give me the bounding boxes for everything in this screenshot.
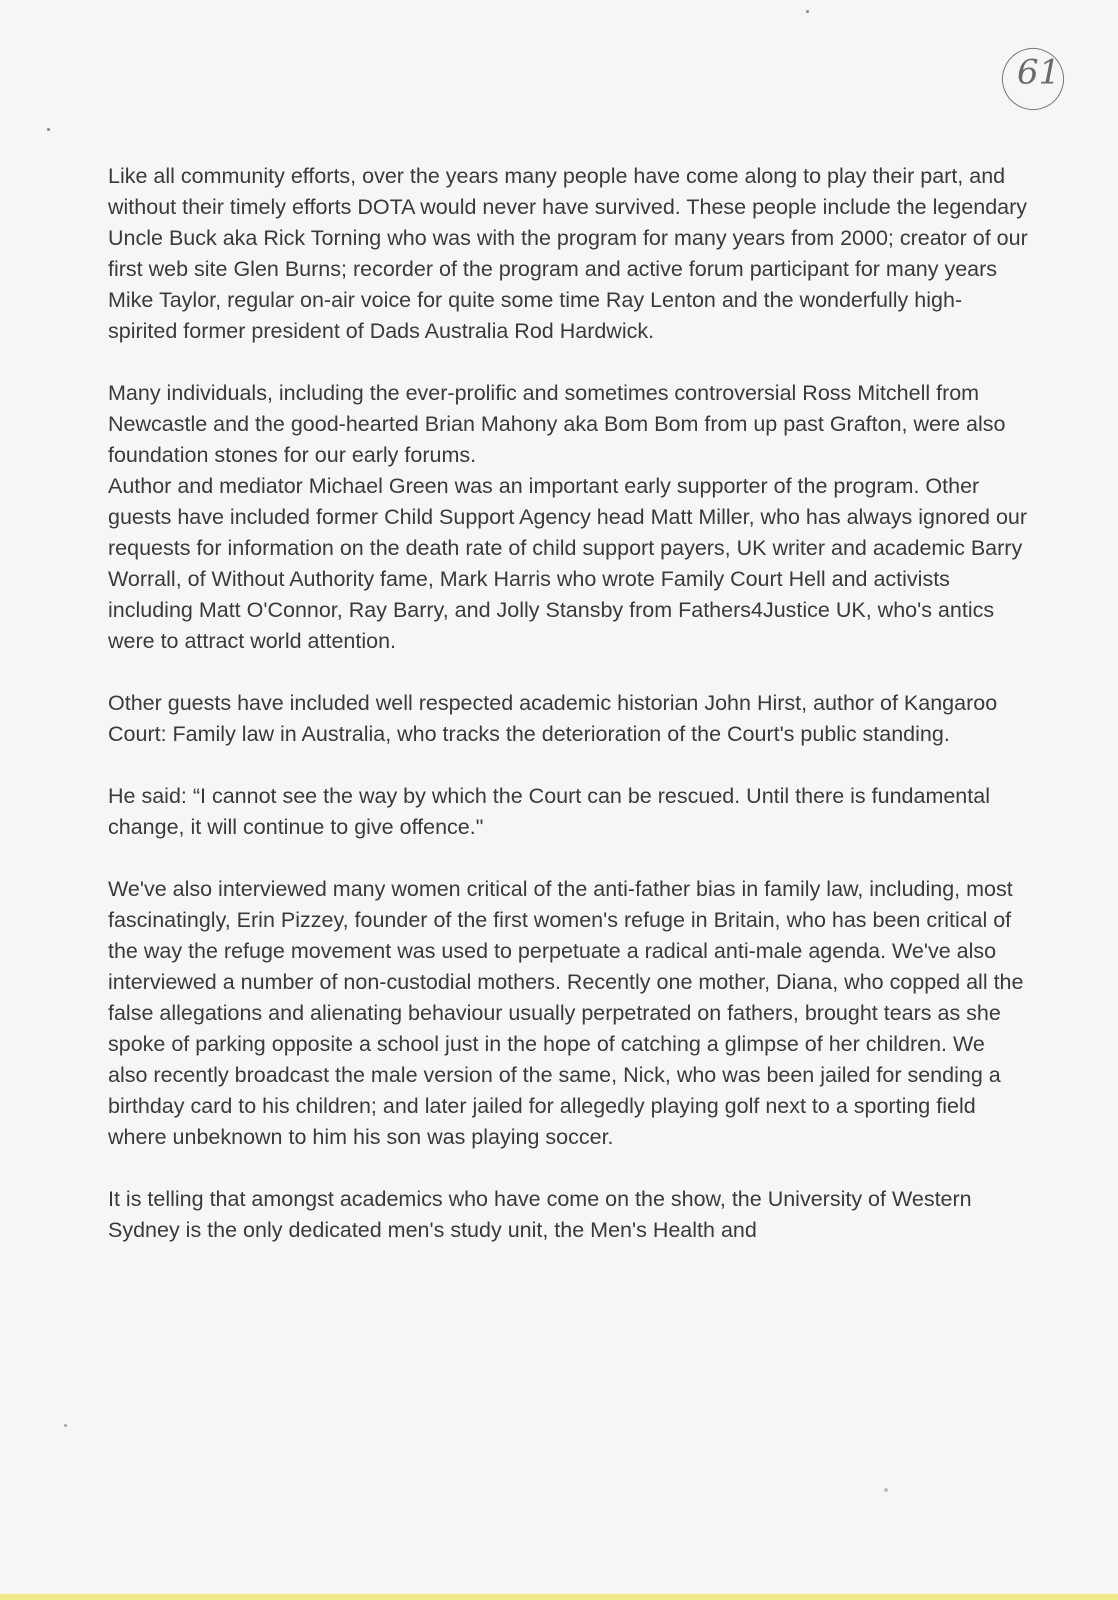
paragraph-guests: Author and mediator Michael Green was an important early supporter of the program. Other guests have included former Child Support Agency head Matt Miller, who has always ignored our requests for information on the death rate of child support payers, UK writer and academic Barry Worrall, of Without Authority fame, Mark Harris who wrote Family Court Hell and activists including Matt O'Connor, Ray Barry, and Jolly Stansby from Fathers4Justice UK, who's antics were to attract world attention. (108, 474, 1028, 653)
scan-speck (806, 10, 809, 13)
handwritten-page-number (993, 39, 1074, 120)
scan-speck (884, 1488, 888, 1492)
paragraph-women-interviews: We've also interviewed many women critical of the anti-father bias in family law, including, most fascinatingly, Erin Pizzey, founder of the first women's refuge in Britain, who has been critical of the way the refuge movement was used to perpetuate a radical anti-male agenda. We've also interviewed a number of non-custodial mothers. Recently one mother, Diana, who copped all the false allegations and alienating behaviour usually perpetrated on fathers, brought tears as she spoke of parking opposite a school just in the hope of catching a glimpse of her children. We also recently broadcast the male version of the same, Nick, who was been jailed for sending a birthday card to his children; and later jailed for allegedly playing golf next to a sporting field where unbeknown to him his son was playing soccer. (108, 877, 1024, 1149)
paragraph-forum-founders: Many individuals, including the ever-prolific and sometimes controversial Ross Mitchell from Newcastle and the good-hearted Brian Mahony aka Bom Bom from up past Grafton, were also foundation stones for our early forums. (108, 381, 1006, 467)
paragraph-academics: It is telling that amongst academics who have come on the show, the University of Western Sydney is the only dedicated men's study unit, the Men's Health and (108, 1187, 972, 1242)
paragraph-john-hirst: Other guests have included well respected academic historian John Hirst, author of Kangaroo Court: Family law in Australia, who tracks the deterioration of the Court's public standing. (108, 691, 998, 746)
scan-speck (64, 1424, 67, 1427)
page-bottom-edge (0, 1594, 1118, 1600)
paragraph-contributors: Like all community efforts, over the years many people have come along to play their part, and without their timely efforts DOTA would never have survived. These people include the legendary Uncle Buck aka Rick Torning who was with the program for many years from 2000; creator of our first web site Glen Burns; recorder of the program and active forum participant for many years Mike Taylor, regular on-air voice for quite some time Ray Lenton and the wonderfully high-spirited former president of Dads Australia Rod Hardwick. (108, 164, 1028, 343)
page-number-text: 61 (1016, 52, 1061, 93)
paragraph-quote: He said: “I cannot see the way by which the Court can be rescued. Until there is fundamental change, it will continue to give offence." (108, 784, 990, 839)
scan-speck (47, 128, 50, 131)
document-body (108, 161, 1028, 1246)
